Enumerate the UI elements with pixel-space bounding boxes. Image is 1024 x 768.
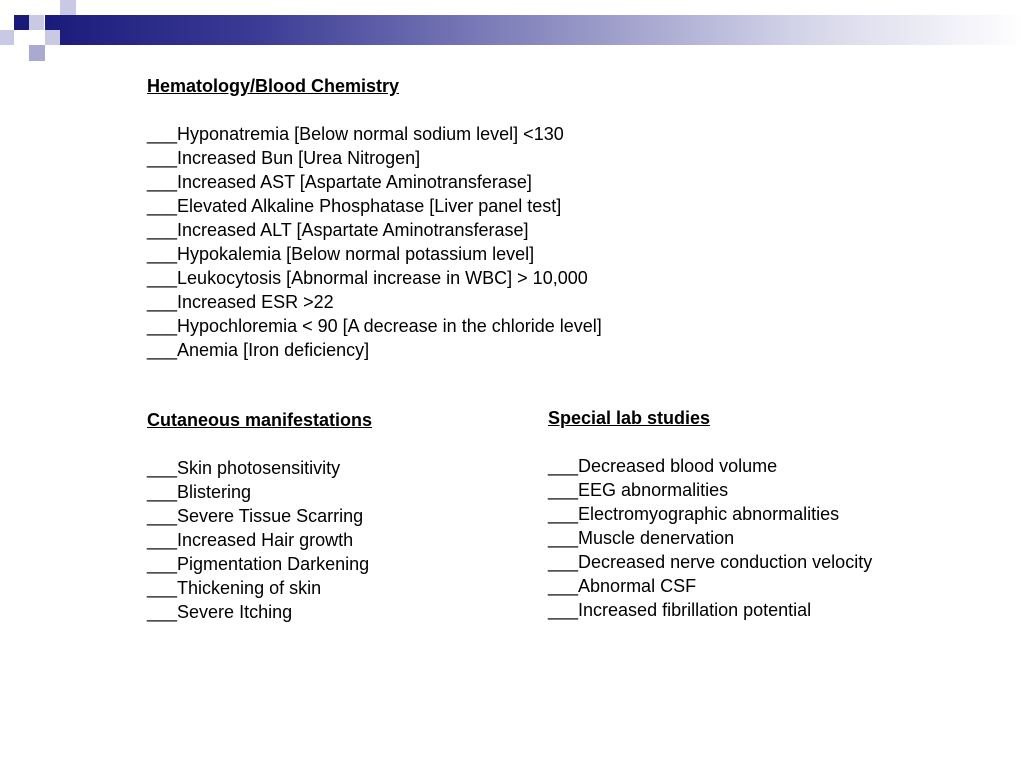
list-item: ___Leukocytosis [Abnormal increase in WBC] > 10,000 (147, 268, 588, 288)
section-heading: Special lab studies (548, 408, 711, 428)
header-square-light (29, 15, 44, 30)
list-item: ___Skin photosensitivity (147, 458, 341, 478)
list-item: ___Decreased blood volume (548, 456, 778, 476)
list-item: ___Hyponatremia [Below normal sodium level] <130 (147, 124, 564, 144)
list-item: ___Increased fibrillation potential (548, 600, 812, 620)
list-item: ___Increased ESR >22 (147, 292, 334, 312)
list-item: ___Thickening of skin (147, 578, 322, 598)
list-item: ___Electromyographic abnormalities (548, 504, 840, 524)
list-item: ___Decreased nerve conduction velocity (548, 552, 873, 572)
list-item: ___Increased AST [Aspartate Aminotransferase] (147, 172, 532, 192)
special-lab-section (548, 406, 872, 622)
list-item: ___Hypokalemia [Below normal potassium level] (147, 244, 535, 264)
list-item: ___Increased ALT [Aspartate Aminotransferase] (147, 220, 529, 240)
header-gradient-bar (45, 15, 1024, 45)
header-square-dark (14, 15, 29, 30)
cutaneous-section (147, 408, 372, 624)
list-item: ___Severe Itching (147, 602, 293, 622)
list-item: ___EEG abnormalities (548, 480, 729, 500)
list-item: ___Elevated Alkaline Phosphatase [Liver panel test] (147, 196, 562, 216)
header-square-mid (29, 45, 45, 61)
header-square-light (45, 30, 60, 45)
list-item: ___Anemia [Iron deficiency] (147, 340, 370, 360)
list-item: ___Pigmentation Darkening (147, 554, 370, 574)
slide-header-banner (0, 0, 1024, 62)
header-square-light (60, 0, 76, 15)
list-item: ___Abnormal CSF (548, 576, 697, 596)
header-square-light (0, 30, 14, 45)
list-item: ___Increased Hair growth (147, 530, 354, 550)
list-item: ___Muscle denervation (548, 528, 735, 548)
section-heading: Cutaneous manifestations (147, 410, 373, 430)
list-item: ___Severe Tissue Scarring (147, 506, 364, 526)
list-item: ___Blistering (147, 482, 252, 502)
section-heading: Hematology/Blood Chemistry (147, 76, 400, 96)
hematology-section (147, 74, 602, 362)
list-item: ___Increased Bun [Urea Nitrogen] (147, 148, 421, 168)
list-item: ___Hypochloremia < 90 [A decrease in the chloride level] (147, 316, 602, 336)
